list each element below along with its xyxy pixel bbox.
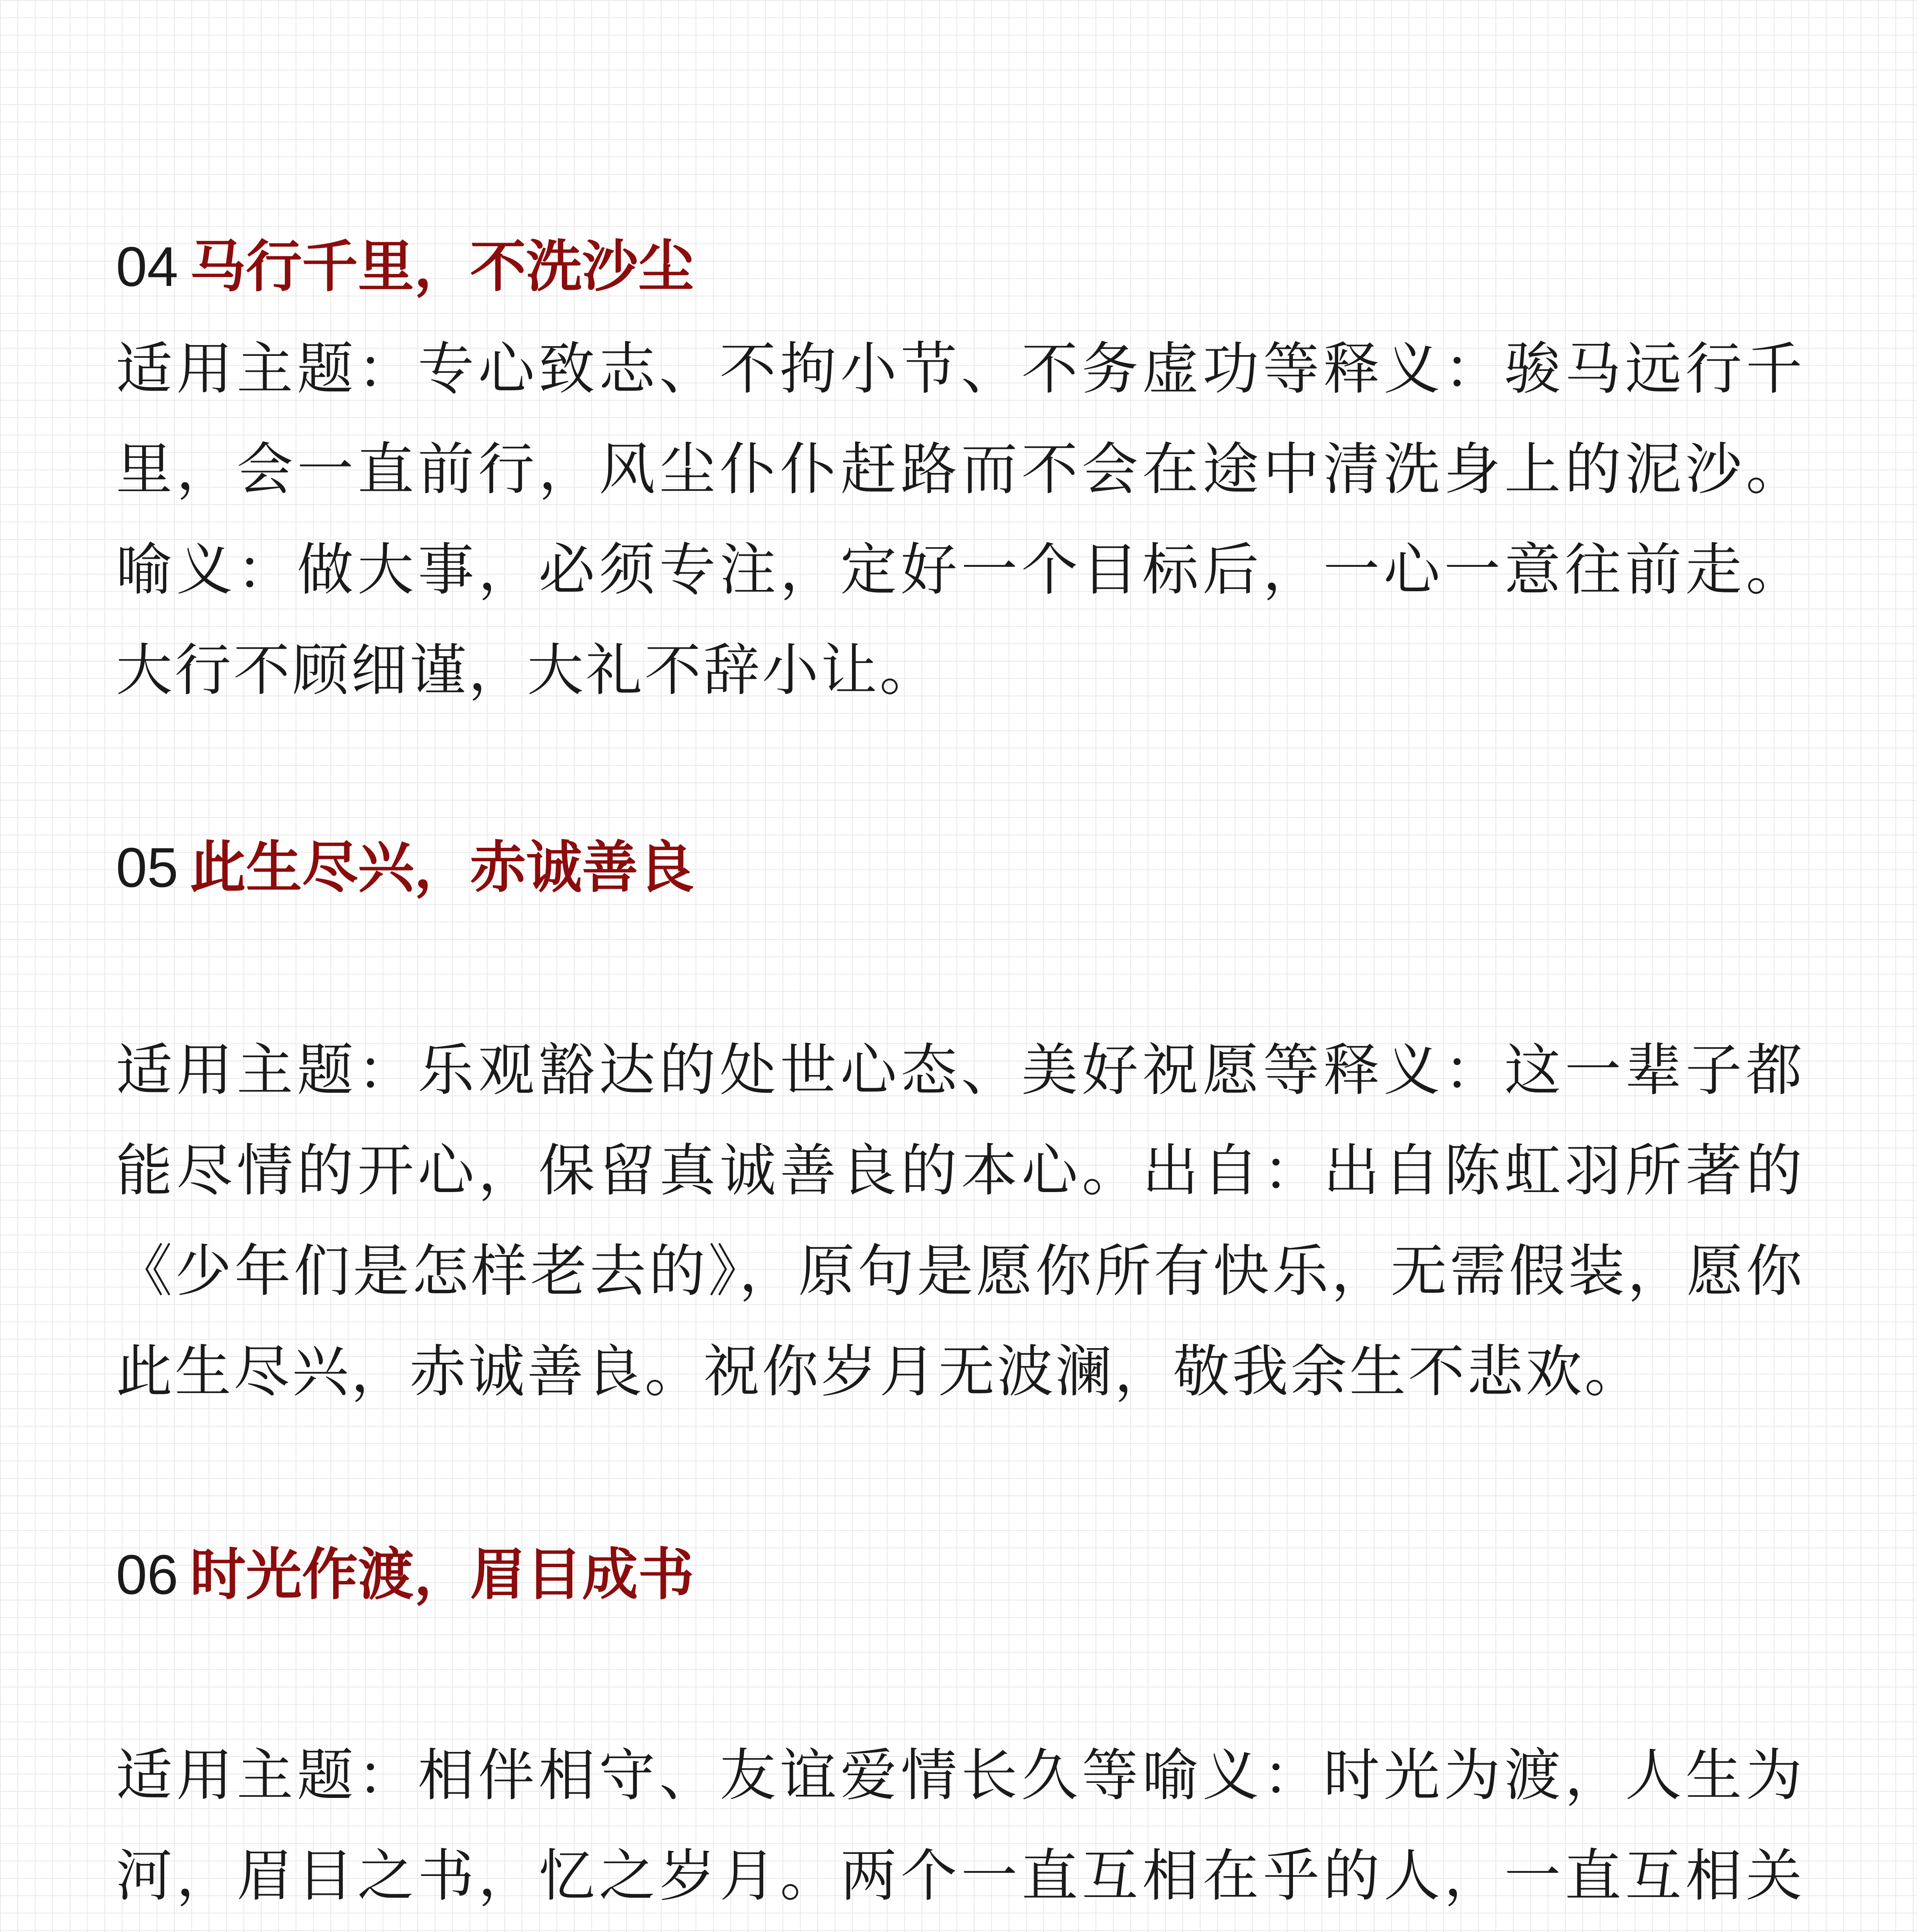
section-04-body: 适用主题：专心致志、不拘小节、不务虚功等释义：骏马远行千里，会一直前行，风尘仆仆赶路而不会在途中清洗身上的泥沙。喻义：做大事，必须专注，定好一个目标后，一心一意往前走。大行不顾细谨，大礼不辞小让。 <box>116 336 1805 703</box>
section-title: 马行千里，不洗沙尘 <box>190 234 694 299</box>
section-title: 此生尽兴，赤诚善良 <box>190 835 694 900</box>
section-05-body: 适用主题：乐观豁达的处世心态、美好祝愿等释义：这一辈子都能尽情的开心，保留真诚善良的本心。出自：出自陈虹羽所著的《少年们是怎样老去的》，原句是愿你所有快乐，无需假装，愿你此生尽兴，赤诚善良。祝你岁月无波澜，敬我余生不悲欢。 <box>116 1037 1805 1405</box>
section-06-body: 适用主题：相伴相守、友谊爱情长久等喻义：时光为渡，人生为河，眉目之书，忆之岁月。两个一直互相在乎的人，一直互相关 <box>116 1743 1805 1909</box>
section-number: 05 <box>116 836 179 899</box>
section-title: 时光作渡，眉目成书 <box>190 1542 694 1607</box>
section-06-heading <box>116 1540 694 1610</box>
section-number: 04 <box>116 235 179 298</box>
section-04-heading <box>116 232 694 302</box>
section-05-heading <box>116 833 694 903</box>
section-number: 06 <box>116 1543 179 1606</box>
